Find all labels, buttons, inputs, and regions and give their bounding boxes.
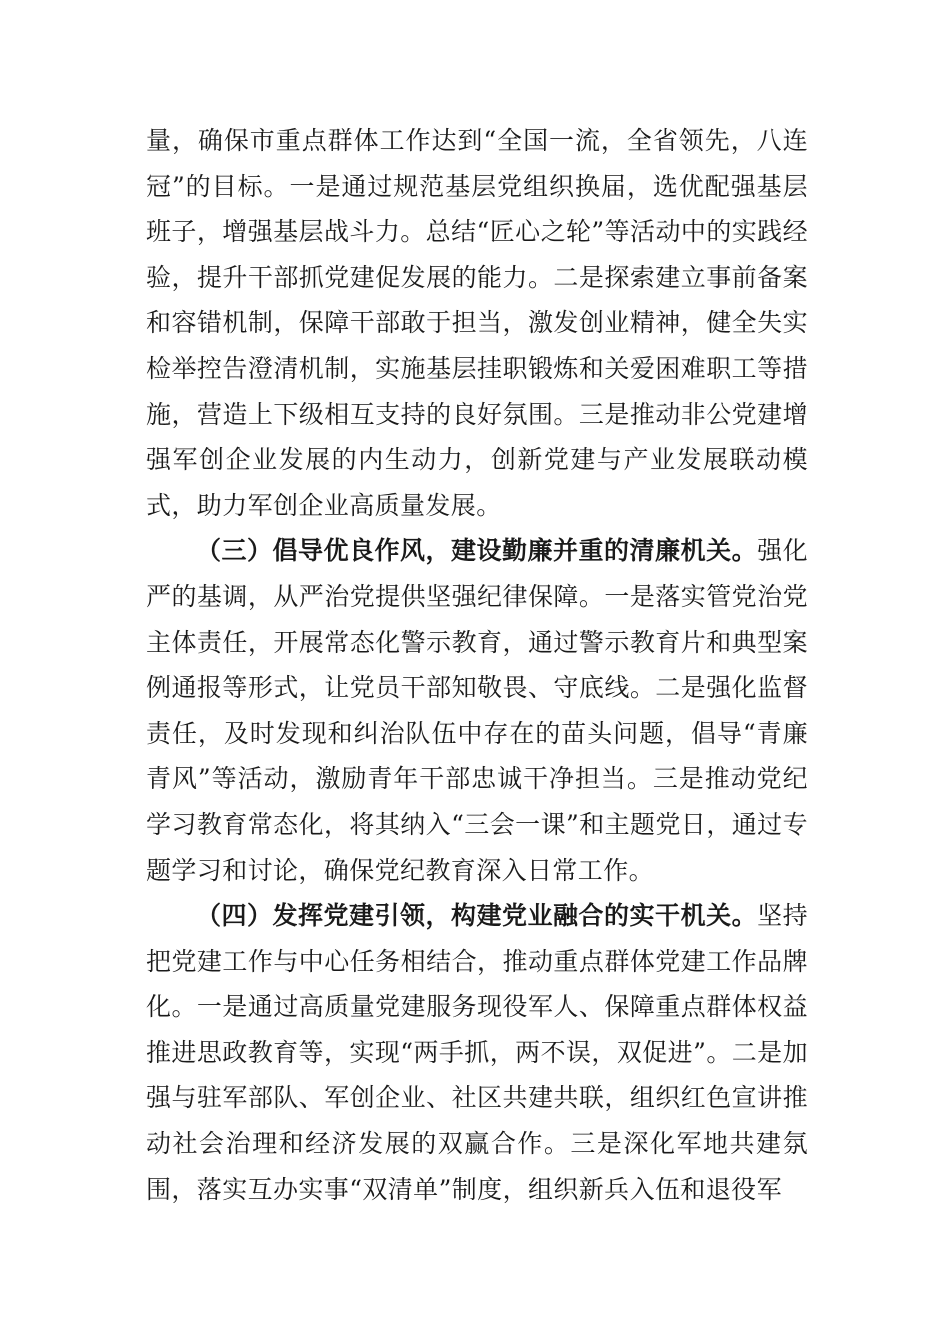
paragraph-section-4 [146,893,808,1212]
paragraph-text: 量，确保市重点群体工作达到“全国一流，全省领先，八连冠”的目标。一是通过规范基层党组织换届，选优配强基层班子，增强基层战斗力。总结“匠心之轮”等活动中的实践经验，提升干部抓党建促发展的能力。二是探索建立事前备案和容错机制，保障干部敢于担当，激发创业精神，健全失实检举控告澄清机制，实施基层挂职锻炼和关爱困难职工等措施，营造上下级相互支持的良好氛围。三是推动非公党建增强军创企业发展的内生动力，创新党建与产业发展联动模式，助力军创企业高质量发展。 [146,126,808,520]
paragraph-text: 坚持把党建工作与中心任务相结合，推动重点群体党建工作品牌化。一是通过高质量党建服务现役军人、保障重点群体权益推进思政教育等，实现“两手抓，两不误，双促进”。二是加强与驻军部队、军创企业、社区共建共联，组织红色宣讲推动社会治理和经济发展的双赢合作。三是深化军地共建氛围，落实互办实事“双清单”制度，组织新兵入伍和退役军 [146,901,808,1204]
section-heading-4: （四）发挥党建引领，构建党业融合的实干机关。 [196,901,758,931]
paragraph-section-3 [146,528,808,893]
paragraph-text: 强化严的基调，从严治党提供坚强纪律保障。一是落实管党治党主体责任，开展常态化警示教育，通过警示教育片和典型案例通报等形式，让党员干部知敬畏、守底线。二是强化监督责任，及时发现和纠治队伍中存在的苗头问题，倡导“青廉青风”等活动，激励青年干部忠诚干净担当。三是推动党纪学习教育常态化，将其纳入“三会一课”和主题党日，通过专题学习和讨论，确保党纪教育深入日常工作。 [146,536,808,885]
section-heading-3: （三）倡导优良作风，建设勤廉并重的清廉机关。 [196,536,758,566]
paragraph-continuation [146,118,808,528]
document-body [146,118,808,1212]
